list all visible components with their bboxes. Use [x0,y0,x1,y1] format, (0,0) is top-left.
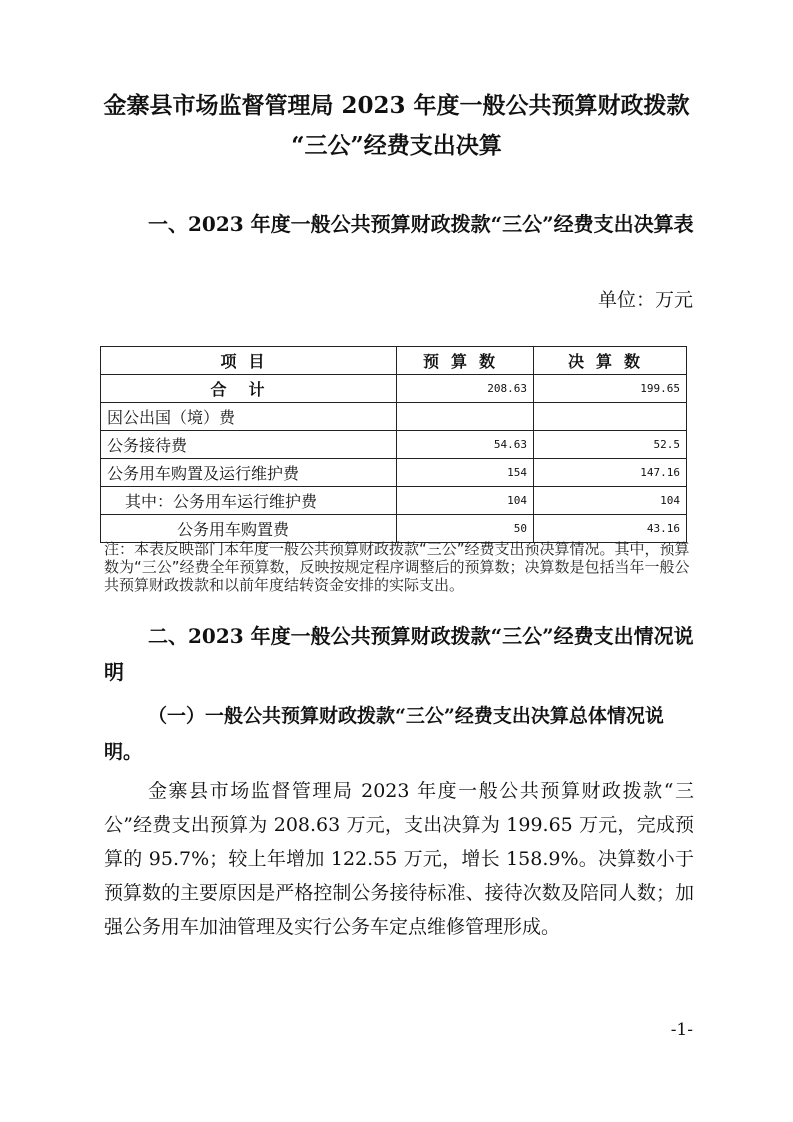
unit-label: 单位：万元 [597,289,693,311]
row-actual: 104 [534,487,687,515]
budget-table [100,346,687,543]
row-label: 合计 [101,375,397,403]
section-2-heading: 二、2023 年度一般公共预算财政拨款“三公”经费支出情况说明 [104,624,694,684]
row-label: 公务用车购置费 [101,515,397,543]
table-row-total [101,375,687,403]
title-line-1: 金寨县市场监督管理局 2023 年度一般公共预算财政拨款 [103,92,690,119]
table-row [101,403,687,431]
section-1-heading: 一、2023 年度一般公共预算财政拨款“三公”经费支出决算表 [148,212,694,236]
row-budget: 54.63 [397,431,534,459]
row-budget: 50 [397,515,534,543]
table-row [101,459,687,487]
row-budget [397,403,534,431]
document-title [100,86,693,166]
table-row [101,431,687,459]
row-actual [534,403,687,431]
row-label: 公务用车购置及运行维护费 [101,459,397,487]
header-budget: 预算数 [397,347,534,375]
table-note: 注：本表反映部门本年度一般公共预算财政拨款“三公”经费支出预决算情况。其中，预算数为“三公”经费全年预算数，反映按规定程序调整后的预算数；决算数是包括当年一般公共预算财政拨款和以前年度结转资金安排的实际支出。 [104,540,690,594]
header-item: 项目 [101,347,397,375]
row-actual: 43.16 [534,515,687,543]
table-header-row [101,347,687,375]
row-actual: 147.16 [534,459,687,487]
row-budget: 208.63 [397,375,534,403]
row-budget: 104 [397,487,534,515]
row-label: 公务接待费 [101,431,397,459]
title-line-2: “三公”经费支出决算 [291,132,502,159]
row-budget: 154 [397,459,534,487]
table-row [101,515,687,543]
row-actual: 52.5 [534,431,687,459]
subsection-1-heading: （一）一般公共预算财政拨款“三公”经费支出决算总体情况说明。 [104,705,664,763]
body-paragraph: 金寨县市场监督管理局 2023 年度一般公共预算财政拨款“三公”经费支出预算为 208.63 万元，支出决算为 199.65 万元，完成预算的 95.7%；较上年增加 122.55 万元，增长 158.9%。决算数小于预算数的主要原因是严格控制公务接待标准、接待次数及陪同人数；加强公务用车加油管理及实行公务车定点维修管理形成。 [104,780,694,938]
table-row [101,487,687,515]
row-label: 其中：公务用车运行维护费 [101,487,397,515]
row-actual: 199.65 [534,375,687,403]
header-actual: 决算数 [534,347,687,375]
row-label: 因公出国（境）费 [101,403,397,431]
page-number: -1- [670,1020,693,1040]
